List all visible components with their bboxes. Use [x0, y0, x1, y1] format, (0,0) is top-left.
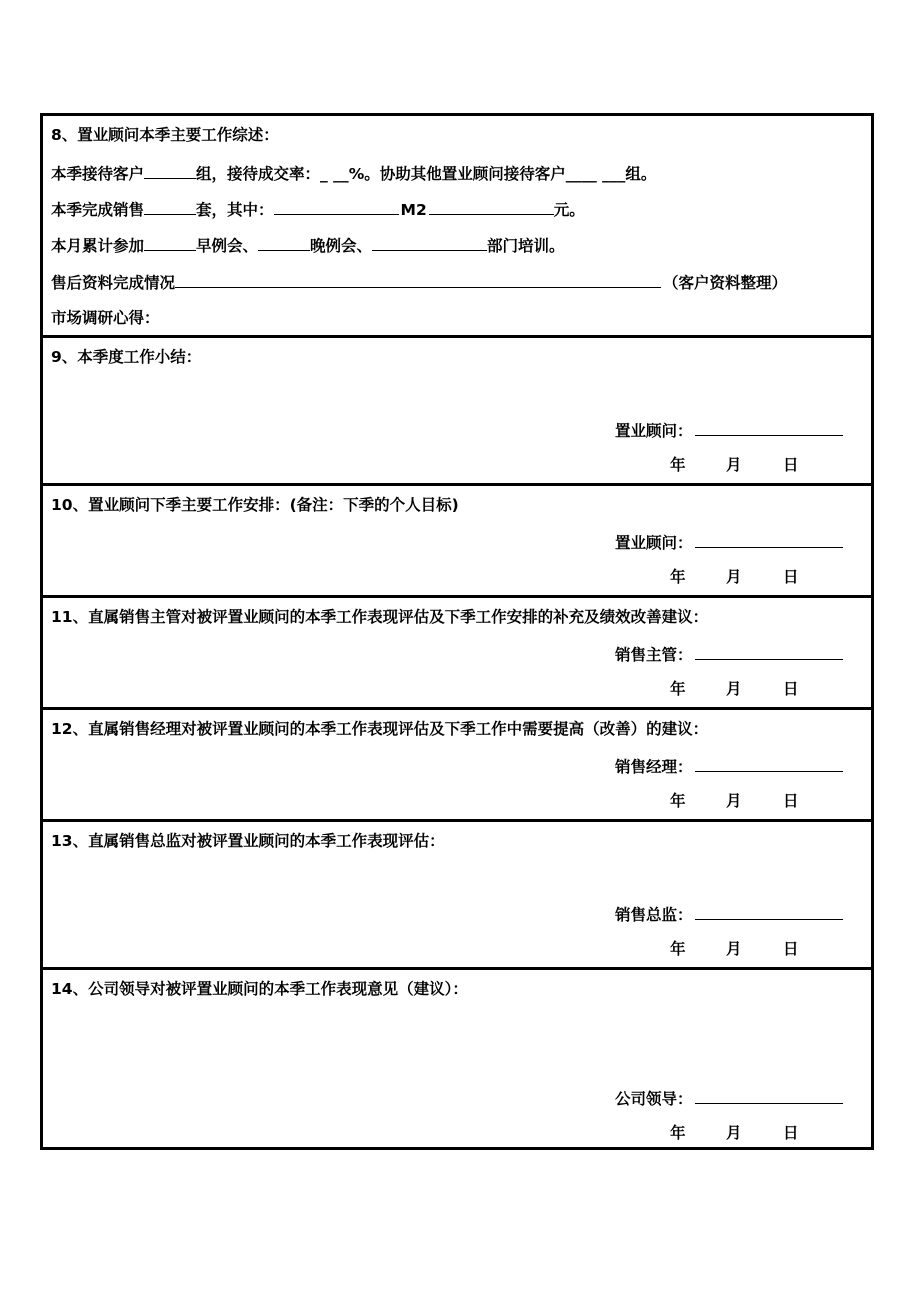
text: 本月累计参加	[51, 237, 145, 255]
signature-blank[interactable]	[695, 903, 843, 920]
date-month: 月	[726, 456, 742, 474]
signer-label: 销售主管：	[615, 646, 693, 664]
section-8-line-4	[51, 271, 787, 293]
blank-field[interactable]	[144, 198, 196, 215]
signature-blank[interactable]	[695, 419, 843, 436]
blank-field[interactable]	[175, 271, 661, 288]
text: 组，接待成交率：	[196, 165, 321, 183]
signature-blank[interactable]	[695, 643, 843, 660]
section-13-title: 13、直属销售总监对被评置业顾问的本季工作表现评估：	[51, 832, 445, 850]
date-year: 年	[670, 680, 686, 698]
text: 套，其中：	[196, 201, 274, 219]
text: 本季完成销售	[51, 201, 145, 219]
date-day: 日	[783, 568, 799, 586]
text: 售后资料完成情况	[51, 274, 176, 292]
section-12-title: 12、直属销售经理对被评置业顾问的本季工作表现评估及下季工作中需要提高（改善）的建议：	[51, 720, 709, 738]
text: 元。	[553, 201, 585, 219]
signature-line	[615, 1087, 843, 1109]
section-11	[43, 598, 871, 710]
blank-field[interactable]	[429, 198, 554, 215]
text: M2	[400, 201, 427, 219]
blank-field[interactable]	[274, 198, 399, 215]
blank-field[interactable]	[258, 234, 310, 251]
section-8-line-1	[51, 162, 656, 184]
section-9	[43, 338, 871, 486]
blank-field[interactable]	[144, 162, 196, 179]
date-year: 年	[670, 940, 686, 958]
section-13	[43, 822, 871, 970]
signature-line	[615, 419, 843, 441]
signature-line	[615, 755, 843, 777]
text: 组。	[625, 165, 657, 183]
signer-label: 公司领导：	[615, 1090, 693, 1108]
section-8	[43, 116, 871, 338]
date-year: 年	[670, 1124, 686, 1142]
text: 早例会、	[196, 237, 259, 255]
date-day: 日	[783, 456, 799, 474]
signer-label: 销售总监：	[615, 906, 693, 924]
signer-label: 置业顾问：	[615, 534, 693, 552]
signature-blank[interactable]	[695, 755, 843, 772]
section-8-line-5: 市场调研心得：	[51, 309, 160, 327]
date-month: 月	[726, 1124, 742, 1142]
signer-label: 置业顾问：	[615, 422, 693, 440]
date-year: 年	[670, 456, 686, 474]
text: _ __	[320, 165, 349, 183]
date-month: 月	[726, 940, 742, 958]
date-day: 日	[783, 1124, 799, 1142]
text: 本季接待客户	[51, 165, 145, 183]
section-9-title: 9、本季度工作小结：	[51, 348, 202, 366]
signature-blank[interactable]	[695, 531, 843, 548]
date-day: 日	[783, 940, 799, 958]
signature-blank[interactable]	[695, 1087, 843, 1104]
date-month: 月	[726, 680, 742, 698]
signer-label: 销售经理：	[615, 758, 693, 776]
section-8-title: 8、置业顾问本季主要工作综述：	[51, 126, 279, 144]
date-month: 月	[726, 792, 742, 810]
date-month: 月	[726, 568, 742, 586]
signature-line	[615, 531, 843, 553]
section-12	[43, 710, 871, 822]
blank-field[interactable]	[372, 234, 487, 251]
text: 晚例会、	[310, 237, 373, 255]
text: %。协助其他置业顾问接待客户	[348, 165, 566, 183]
text: 部门培训。	[487, 237, 565, 255]
text: （客户资料整理）	[663, 274, 788, 292]
date-year: 年	[670, 792, 686, 810]
section-10-title: 10、置业顾问下季主要工作安排：(备注：下季的个人目标)	[51, 496, 459, 514]
section-14	[43, 970, 871, 1147]
evaluation-form	[40, 113, 874, 1150]
date-year: 年	[670, 568, 686, 586]
section-11-title: 11、直属销售主管对被评置业顾问的本季工作表现评估及下季工作安排的补充及绩效改善建议：	[51, 608, 709, 626]
blank-field[interactable]	[144, 234, 196, 251]
section-10	[43, 486, 871, 598]
section-8-line-3	[51, 234, 565, 256]
section-8-line-2	[51, 198, 585, 220]
date-day: 日	[783, 680, 799, 698]
signature-line	[615, 903, 843, 925]
section-14-title: 14、公司领导对被评置业顾问的本季工作表现意见（建议）：	[51, 980, 468, 998]
text: ____ ___	[565, 165, 626, 183]
signature-line	[615, 643, 843, 665]
date-day: 日	[783, 792, 799, 810]
